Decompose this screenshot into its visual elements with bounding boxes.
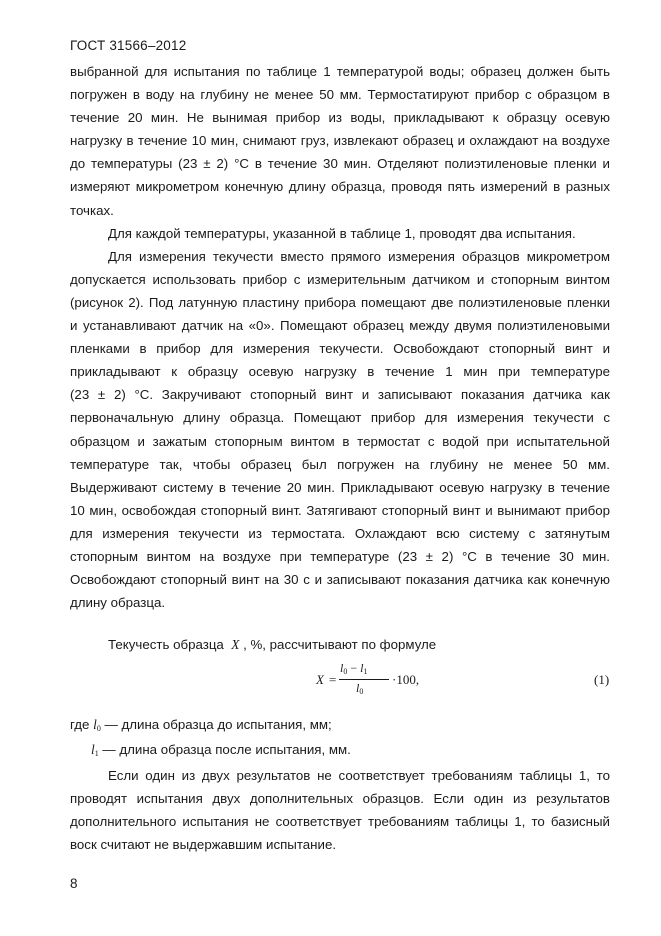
text-line: (23 ± 2) °С. Закручивают стопорный винт и записывают показания датчика как xyxy=(70,387,610,403)
text-line: измеряют микрометром конечную длину образца, проводя пять измерений в разных xyxy=(70,179,610,195)
definition-l0 xyxy=(70,717,332,733)
variable-x: X xyxy=(231,637,240,652)
text-line: Если один из двух результатов не соответствует требованиям таблицы 1, то xyxy=(108,768,610,783)
variable-l0: $l_0$ xyxy=(93,717,101,733)
text-line: проводят испытания двух дополнительных образцов. Если один из результатов xyxy=(70,791,610,807)
body-text xyxy=(70,60,610,614)
text-line: выбранной для испытания по таблице 1 температурой воды; образец должен быть xyxy=(70,64,610,79)
text-line: допускается использовать прибор с измерительным датчиком и стопорным винтом xyxy=(70,271,610,287)
fraction-bar xyxy=(339,679,389,680)
definition-l1 xyxy=(91,742,351,758)
formula-multiplier: ·100, xyxy=(392,672,420,687)
document-header: ГОСТ 31566–2012 xyxy=(70,38,187,53)
text-line: дополнительного испытания не соответствует требованиям таблицы 1, то базисный xyxy=(70,814,610,830)
formula-numerator: $l_0 - l_1$ xyxy=(340,661,368,676)
formula-intro xyxy=(108,637,436,653)
text-line: для измерения текучести из термостата. Охлаждают всю систему с затянутым xyxy=(70,525,610,541)
text-line: погружен в воду на глубину не менее 50 мм. Термостатируют прибор с образцом в xyxy=(70,87,610,103)
text-line: стопорным винтом на воздухе при температуре (23 ± 2) °С в течение 30 мин. xyxy=(70,548,610,564)
text-line: точках. xyxy=(70,202,114,218)
text-line: прикладывают к образцу осевую нагрузку в течение 1 мин при температуре xyxy=(70,364,610,380)
page-number: 8 xyxy=(70,876,78,891)
definition-l0-text: — длина образца до испытания, мм; xyxy=(104,717,332,732)
text-line: Для каждой температуры, указанной в таблице 1, проводят два испытания. xyxy=(108,225,576,241)
definition-l1-text: — длина образца после испытания, мм. xyxy=(102,742,351,757)
text-line: температуре так, чтобы образец был погружен на глубину не менее 50 мм. xyxy=(70,456,610,472)
text-line: течение 20 мин. Не вынимая прибор из воды, прикладывают к образцу осевую xyxy=(70,110,610,126)
text-line: первоначальную длину образца. Помещают прибор для измерения текучести с xyxy=(70,410,610,426)
text-line: образцом и зажатым стопорным винтом в термостат с водой при испытательной xyxy=(70,433,610,449)
formula-number: (1) xyxy=(594,672,610,687)
text-line: Выдерживают систему в течение 20 мин. Прикладывают осевую нагрузку в течение xyxy=(70,479,610,495)
formula-equals: = xyxy=(329,672,337,687)
text-line: пленками в прибор для измерения текучести. Освобождают стопорный винт и xyxy=(70,341,610,357)
variable-l1: $l_1$ xyxy=(91,742,99,758)
text-line: длину образца. xyxy=(70,595,166,611)
text-line: нагрузку в течение 10 мин, снимают груз, извлекают образец и охлаждают на воздухе xyxy=(70,133,610,149)
text-line: и устанавливают датчик на «0». Помещают образец между двумя полиэтиленовыми xyxy=(70,318,610,334)
closing-paragraph xyxy=(70,764,610,856)
formula-denominator: $l_0$ xyxy=(356,681,364,696)
text-line: Для измерения текучести вместо прямого измерения образцов микрометром xyxy=(108,248,610,264)
formula-lhs: X xyxy=(316,672,324,687)
formula-intro-text-end: , %, рассчитывают по формуле xyxy=(243,637,437,652)
text-line: воск считают не выдержавшим испытание. xyxy=(70,837,337,853)
formula-intro-text: Текучесть образца xyxy=(108,637,224,652)
text-line: 10 мин, освобождая стопорный винт. Затягивают стопорный винт и вынимают прибор xyxy=(70,502,610,518)
text-line: (рисунок 2). Под латунную пластину прибора помещают две полиэтиленовые пленки xyxy=(70,294,610,310)
text-line: Освобождают стопорный винт на 30 с и записывают показания датчика как конечную xyxy=(70,572,610,588)
definition-where: где xyxy=(70,717,90,732)
text-line: до температуры (23 ± 2) °С в течение 30 мин. Отделяют полиэтиленовые пленки и xyxy=(70,156,610,172)
